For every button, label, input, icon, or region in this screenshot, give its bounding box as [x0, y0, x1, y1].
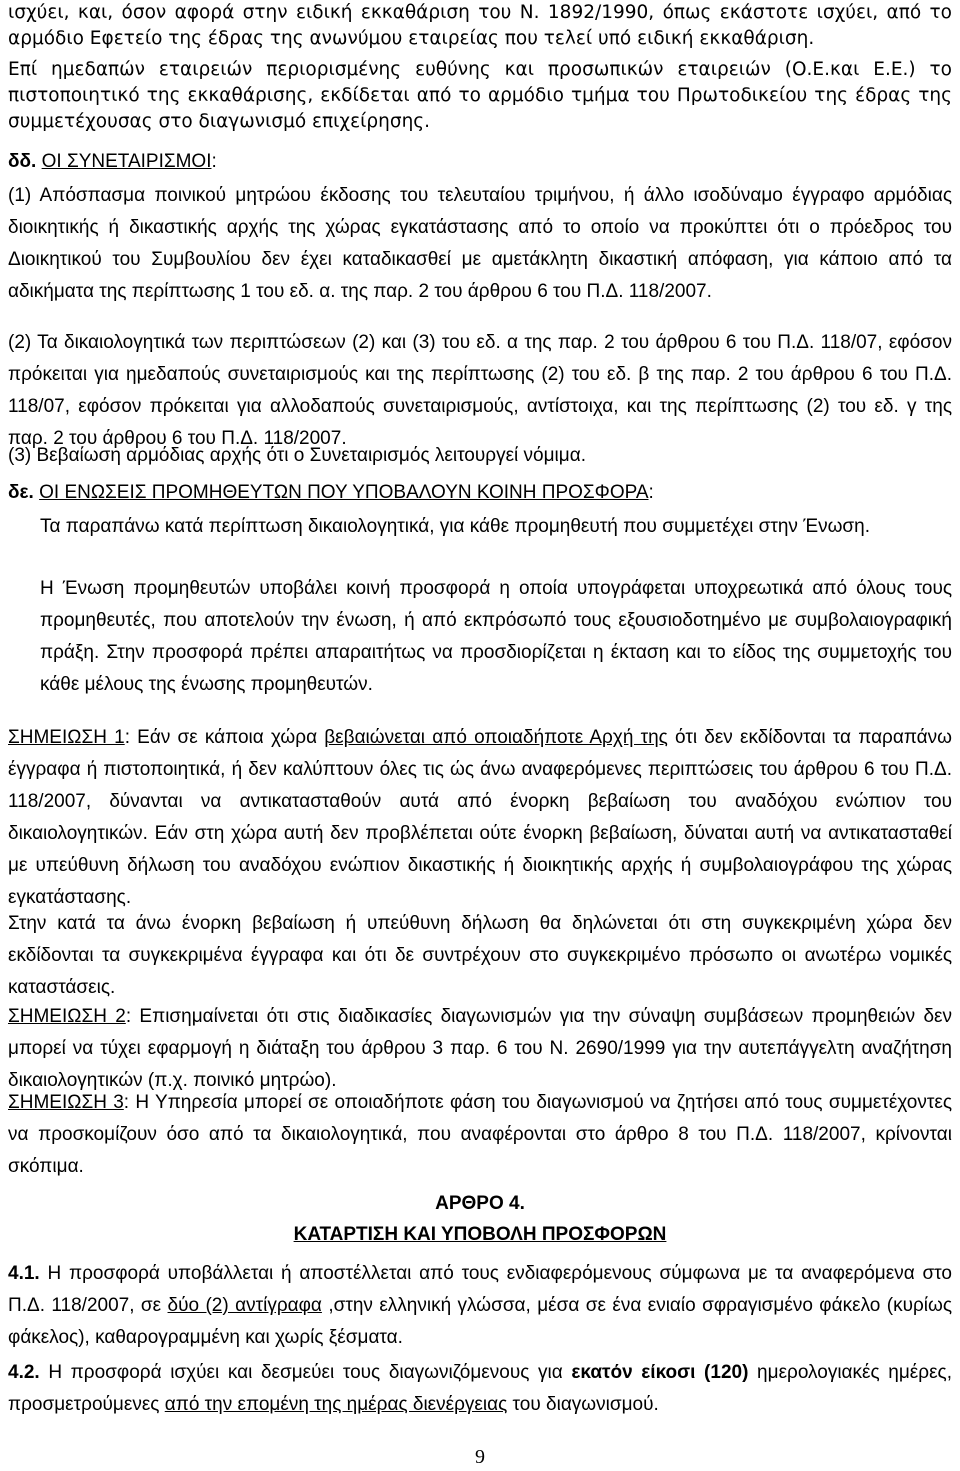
section-4-2-underlined: από την επομένη της ημέρας διενέργειας	[164, 1394, 508, 1415]
section-dd-heading	[8, 146, 952, 178]
note-3	[8, 1087, 952, 1183]
intro-paragraph-2: Επί ημεδαπών εταιρειών περιορισμένης ευθύνης και προσωπικών εταιρειών (Ο.Ε.και Ε.Ε.) το πιστοποιητικό της εκκαθάρισης, εκδίδεται από το αρμόδιο τμήμα του Πρωτοδικείου της έδρας της συμμετέχουσας στο διαγωνισμό επιχείρησης.	[8, 59, 952, 132]
section-4-2-text-d: του διαγωνισμού.	[507, 1394, 659, 1415]
section-dd-item-2: (2) Τα δικαιολογητικά των περιπτώσεων (2) και (3) του εδ. α της παρ. 2 του άρθρου 6 του Π.Δ. 118/07, εφόσον πρόκειται για ημεδαπούς συνεταιρισμούς και της περίπτωσης (2) του εδ. β της παρ. 2 του άρθρου 6 του Π.Δ. 118/07, εφόσον πρόκειται για αλλοδαπούς συνεταιρισμούς, αντίστοιχα, και της περίπτωσης (2) του εδ. γ της παρ. 2 του άρθρου 6 του Π.Δ. 118/2007.	[8, 332, 952, 449]
section-de-colon: :	[648, 482, 654, 503]
section-4-2-number: 4.2.	[8, 1362, 40, 1383]
section-dd-item-3: (3) Βεβαίωση αρμόδιας αρχής ότι ο Συνεταιρισμός λειτουργεί νόμιμα.	[8, 445, 586, 466]
section-4-2	[8, 1357, 952, 1421]
section-4-1-number: 4.1.	[8, 1263, 40, 1284]
section-4-1-text-b: ,στην ελληνική γλώσσα, μέσα σε ένα ενιαίο σφραγισμένο φάκελο (κυρίως φάκελος), καθαρογραμμένη και χωρίς ξέσματα.	[8, 1295, 953, 1348]
article-title: ΚΑΤΑΡΤΙΣΗ ΚΑΙ ΥΠΟΒΟΛΗ ΠΡΟΣΦΟΡΩΝ	[293, 1224, 667, 1245]
section-de-paragraph-1: Τα παραπάνω κατά περίπτωση δικαιολογητικά, για κάθε προμηθευτή που συμμετέχει στην Ένωση.	[40, 516, 870, 537]
article-number: ΑΡΘΡΟ 4.	[435, 1193, 525, 1214]
section-de-paragraph-2: Η Ένωση προμηθευτών υποβάλει κοινή προσφορά η οποία υπογράφεται υποχρεωτικά από όλους τους προμηθευτές, που αποτελούν την ένωση, ή από εκπρόσωπό τους εξουσιοδοτημένο με συμβολαιογραφική πράξη. Στην προσφορά πρέπει απαραιτήτως να προσδιορίζεται η έκταση και το είδος της συμμετοχής του κάθε μέλους της ένωσης προμηθευτών.	[40, 578, 952, 695]
section-4-2-text-c: ημερολογιακές ημέρες, προσμετρούμενες	[8, 1362, 952, 1415]
note-2-label: ΣΗΜΕΙΩΣΗ 2	[8, 1006, 126, 1027]
note-1-underlined: βεβαιώνεται από οποιαδήποτε Αρχή της	[324, 727, 668, 748]
note-3-text: : Η Υπηρεσία μπορεί σε οποιαδήποτε φάση του διαγωνισμού να ζητήσει από τους συμμετέχοντες να προσκομίζουν όσο από τα δικαιολογητικά, που αναφέρονται στο άρθρο 8 του Π.Δ. 118/2007, κρίνονται σκόπιμα.	[8, 1092, 952, 1177]
note-1-paragraph-2: Στην κατά τα άνω ένορκη βεβαίωση ή υπεύθυνη δήλωση θα δηλώνεται ότι στη συγκεκριμένη χώρα δεν εκδίδονται τα συγκεκριμένα έγγραφα και ότι δε συντρέχουν στο συγκεκριμένο πρόσωπο οι ανωτέρω νομικές καταστάσεις.	[8, 913, 952, 998]
note-3-label: ΣΗΜΕΙΩΣΗ 3	[8, 1092, 124, 1113]
section-4-1-underlined: δύο (2) αντίγραφα	[167, 1295, 322, 1316]
note-2-text: : Επισημαίνεται ότι στις διαδικασίες διαγωνισμών για την σύναψη συμβάσεων προμηθειών δεν μπορεί να τύχει εφαρμογή η διάταξη του άρθρου 3 παρ. 6 του Ν. 2690/1999 για την αυτεπάγγελτη αναζήτηση δικαιολογητικών (π.χ. ποινικό μητρώο).	[8, 1006, 953, 1091]
section-4-2-text-a: Η προσφορά ισχύει και δεσμεύει τους διαγωνιζόμενους για	[39, 1362, 572, 1383]
section-4-2-bold: εκατόν είκοσι (120)	[571, 1362, 749, 1383]
section-4-1	[8, 1258, 952, 1354]
intro-paragraph-1: ισχύει, και, όσον αφορά στην ειδική εκκαθάριση του Ν. 1892/1990, όπως εκάστοτε ισχύει, από το αρμόδιο Εφετείο της έδρας της ανωνύμου εταιρείας που τελεί υπό ειδική εκκαθάριση.	[8, 2, 952, 49]
section-de-heading	[8, 477, 952, 509]
note-1-text-b: ότι δεν εκδίδονται τα παραπάνω έγγραφα ή πιστοποιητικά, ή δεν καλύπτουν όλες τις ώς άνω αναφερόμενες περιπτώσεις του άρθρου 6 του Π.Δ. 118/2007, δύνανται να αντικατασταθούν αυτά από ένορκη βεβαίωση του αναδόχου ενώπιον του δικαιολογητικών. Εάν στη χώρα αυτή δεν προβλέπεται ούτε ένορκη βεβαίωση, δύναται αυτή να αντικατασταθεί με υπεύθυνη δήλωση του αναδόχου ενώπιον δικαστικής ή διοικητικής αρχής ή συμβολαιογράφου της χώρας εγκατάστασης.	[8, 727, 952, 908]
section-dd-colon: :	[211, 151, 217, 172]
section-dd-marker: δδ.	[8, 151, 37, 172]
note-2	[8, 1001, 952, 1097]
note-1-label: ΣΗΜΕΙΩΣΗ 1	[8, 727, 125, 748]
section-de-marker: δε.	[8, 482, 34, 503]
section-de-title: ΟΙ ΕΝΩΣΕΙΣ ΠΡΟΜΗΘΕΥΤΩΝ ΠΟΥ ΥΠΟΒΑΛΟΥΝ ΚΟΙΝΗ ΠΡΟΣΦΟΡΑ	[39, 482, 649, 503]
section-dd-item-1: (1) Απόσπασμα ποινικού μητρώου έκδοσης του τελευταίου τριμήνου, ή άλλο ισοδύναμο έγγραφο αρμόδιας διοικητικής ή δικαστικής αρχής της χώρας εγκατάστασης από το οποίο να προκύπτει ότι ο πρόεδρος του Διοικητικού του Συμβουλίου δεν έχει καταδικασθεί με αμετάκλητη δικαστική απόφαση, για κάποιο από τα αδικήματα της περίπτωσης 1 του εδ. α. της παρ. 2 του άρθρου 6 του Π.Δ. 118/2007.	[8, 185, 952, 302]
page-number: 9	[475, 1446, 485, 1468]
note-1	[8, 722, 952, 914]
section-4-1-text-a: Η προσφορά υποβάλλεται ή αποστέλλεται από τους ενδιαφερόμενους σύμφωνα με τα αναφερόμενα στο Π.Δ. 118/2007, σε	[8, 1263, 952, 1316]
note-1-text-a: : Εάν σε κάποια χώρα	[124, 727, 325, 748]
section-dd-title: ΟΙ ΣΥΝΕΤΑΙΡΙΣΜΟΙ	[41, 151, 212, 172]
